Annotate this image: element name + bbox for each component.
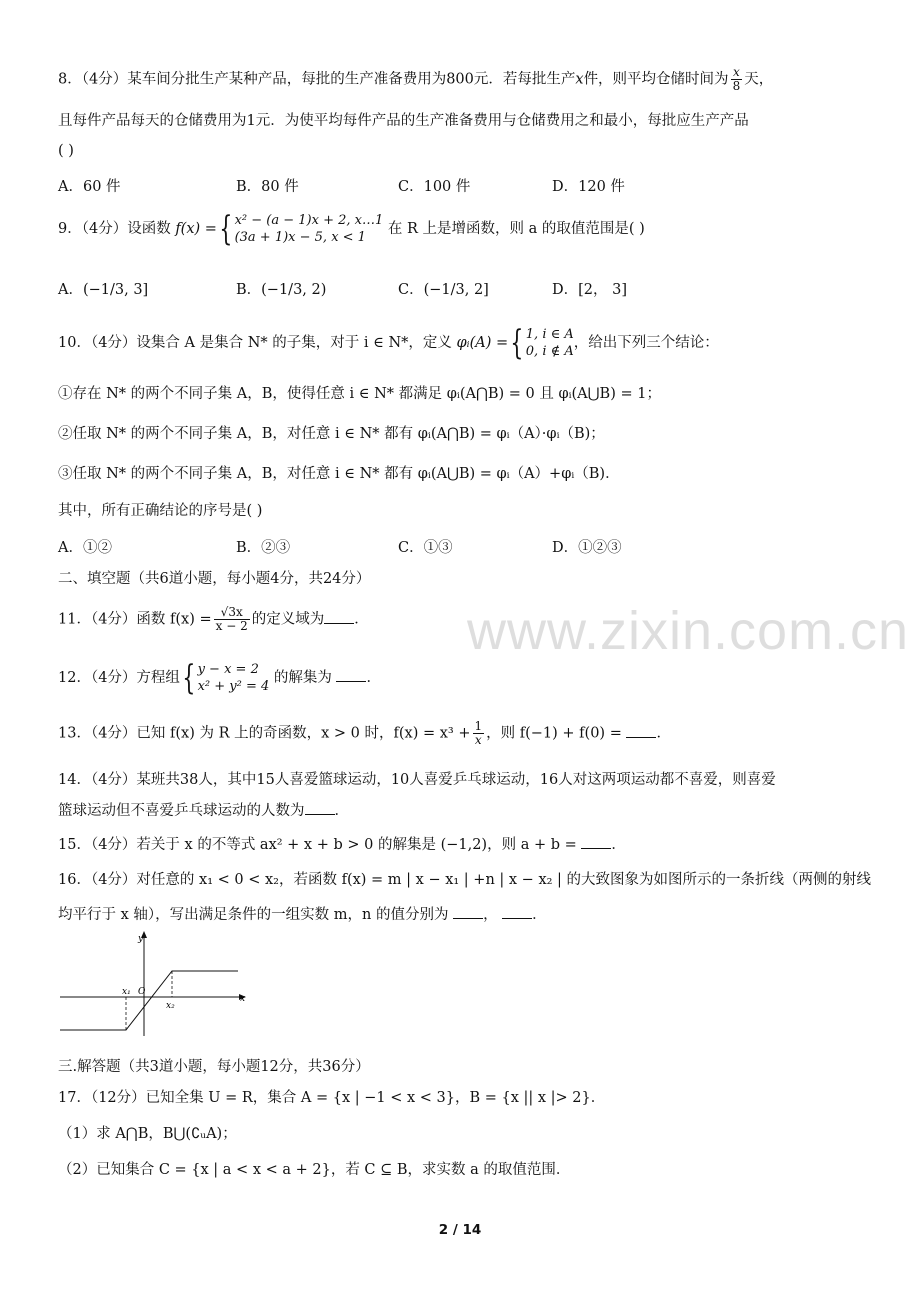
x-axis-label: x <box>240 994 246 1004</box>
option-b: B．(−1/3, 2) <box>236 282 327 298</box>
q8-line2: 且每件产品每天的仓储费用为1元．为使平均每件产品的生产准备费用与仓储费用之和最小，每批应生产产品 <box>58 113 749 129</box>
q13-fraction: $\frac{1}{x}$ <box>474 719 483 747</box>
option-a: A．60 件 <box>58 179 121 195</box>
option-c: C．100 件 <box>398 179 471 195</box>
q17-part2: （2）已知集合 C = {x | a < x < a + 2}，若 C ⊆ B，求实数 a 的取值范围． <box>58 1162 571 1178</box>
q16-graph <box>58 928 258 1038</box>
page-number: 2 / 14 <box>438 1222 482 1238</box>
section-fill-in-heading: 二、填空题（共6道小题，每小题4分，共24分） <box>58 571 371 587</box>
q10-conclusion-2: ②任取 N* 的两个不同子集 A，B，对任意 i ∈ N* 都有 φᵢ(A⋂B) = φᵢ（A）·φᵢ（B)； <box>58 426 605 442</box>
q10-stem: 10．（4分）设集合 A 是集合 N* 的子集，对于 i ∈ N*，定义 φᵢ(A) ={ 1, i ∈ A 0, i ∉ A ，给出下列三个结论： <box>58 323 719 363</box>
q17-stem: 17．（12分）已知全集 U = R，集合 A = {x | −1 < x < 3}，B = {x || x |> 2}． <box>58 1090 606 1106</box>
q8-answer-paren: ( ) <box>58 143 74 159</box>
q14-line2: 篮球运动但不喜爱乒乓球运动的人数为 ． <box>58 803 349 819</box>
section-solve-heading: 三.解答题（共3道小题，每小题12分，共36分） <box>58 1059 370 1075</box>
option-d: D．120 件 <box>552 179 625 195</box>
watermark: www.zixin.com.cn <box>467 601 910 661</box>
answer-blank <box>626 724 656 738</box>
q9-stem: 9．（4分）设函数 f(x) ={ x² − (a − 1)x + 2, x…1 (3a + 1)x − 5, x < 1 在 R 上是增函数，则 a 的取值范围是( ) <box>58 209 645 249</box>
q13-stem: 13．（4分）已知 f(x) 为 R 上的奇函数，x > 0 时，f(x) = x³ + $\frac{1}{x}$ ，则 f(−1) + f(0) = ． <box>58 719 671 747</box>
answer-blank <box>502 905 532 919</box>
option-a: A．(−1/3, 3] <box>58 282 149 298</box>
q10-cases: 1, i ∈ A 0, i ∉ A <box>525 327 574 359</box>
x2-label: x₂ <box>166 1001 175 1011</box>
q14-line1: 14．（4分）某班共38人，其中15人喜爱篮球运动，10人喜爱乒乓球运动，16人对这两项运动都不喜爱，则喜爱 <box>58 772 776 788</box>
q9-cases: x² − (a − 1)x + 2, x…1 (3a + 1)x − 5, x < 1 <box>234 213 384 245</box>
q11-stem: 11．（4分）函数 f(x) = $\frac{√3x}{x - 2}$ 的定义域为 ． <box>58 605 369 633</box>
option-b: B．②③ <box>236 540 291 556</box>
q10-ask: 其中，所有正确结论的序号是( ) <box>58 503 263 519</box>
option-c: C．①③ <box>398 540 453 556</box>
option-b: B．80 件 <box>236 179 299 195</box>
option-d: D．[2， 3] <box>552 282 627 298</box>
q16-line1: 16．（4分）对任意的 x₁ < 0 < x₂，若函数 f(x) = m | x − x₁ | +n | x − x₂ | 的大致图象为如图所示的一条折线（两侧的射线 <box>58 872 872 888</box>
answer-blank <box>336 668 366 682</box>
q17-part1: （1）求 A⋂B，B⋃(∁ᵤA)； <box>58 1126 237 1142</box>
answer-blank <box>581 835 611 849</box>
q15-stem: 15．（4分）若关于 x 的不等式 ax² + x + b > 0 的解集是 (−1,2)，则 a + b = ． <box>58 837 626 853</box>
answer-blank <box>305 801 335 815</box>
answer-blank <box>324 610 354 624</box>
y-axis-label: y <box>138 934 144 944</box>
q8-line1: 8．（4分）某车间分批生产某种产品，每批的生产准备费用为800元．若每批生产x件，则平均仓储时间为 $\frac{x}{8}$ 天， <box>58 65 774 93</box>
answer-blank <box>453 905 483 919</box>
q10-conclusion-1: ①存在 N* 的两个不同子集 A，B，使得任意 i ∈ N* 都满足 φᵢ(A⋂B) = 0 且 φᵢ(A⋃B) = 1； <box>58 386 661 402</box>
origin-label: O <box>138 987 146 997</box>
q12-stem: 12．（4分）方程组{ y − x = 2 x² + y² = 4 的解集为 ． <box>58 658 381 698</box>
polyline-graph <box>60 971 238 1030</box>
option-c: C．(−1/3, 2] <box>398 282 489 298</box>
option-a: A．①② <box>58 540 112 556</box>
q11-fraction: $\frac{√3x}{x - 2}$ <box>215 605 248 633</box>
q12-cases: y − x = 2 x² + y² = 4 <box>197 662 270 694</box>
x1-label: x₁ <box>122 987 131 997</box>
q8-fraction: $\frac{x}{8}$ <box>732 65 741 93</box>
option-d: D．①②③ <box>552 540 622 556</box>
q10-conclusion-3: ③任取 N* 的两个不同子集 A，B，对任意 i ∈ N* 都有 φᵢ(A⋃B) = φᵢ（A）+φᵢ（B)． <box>58 466 620 482</box>
q16-line2: 均平行于 x 轴），写出满足条件的一组实数 m，n 的值分别为 ， ． <box>58 907 547 923</box>
